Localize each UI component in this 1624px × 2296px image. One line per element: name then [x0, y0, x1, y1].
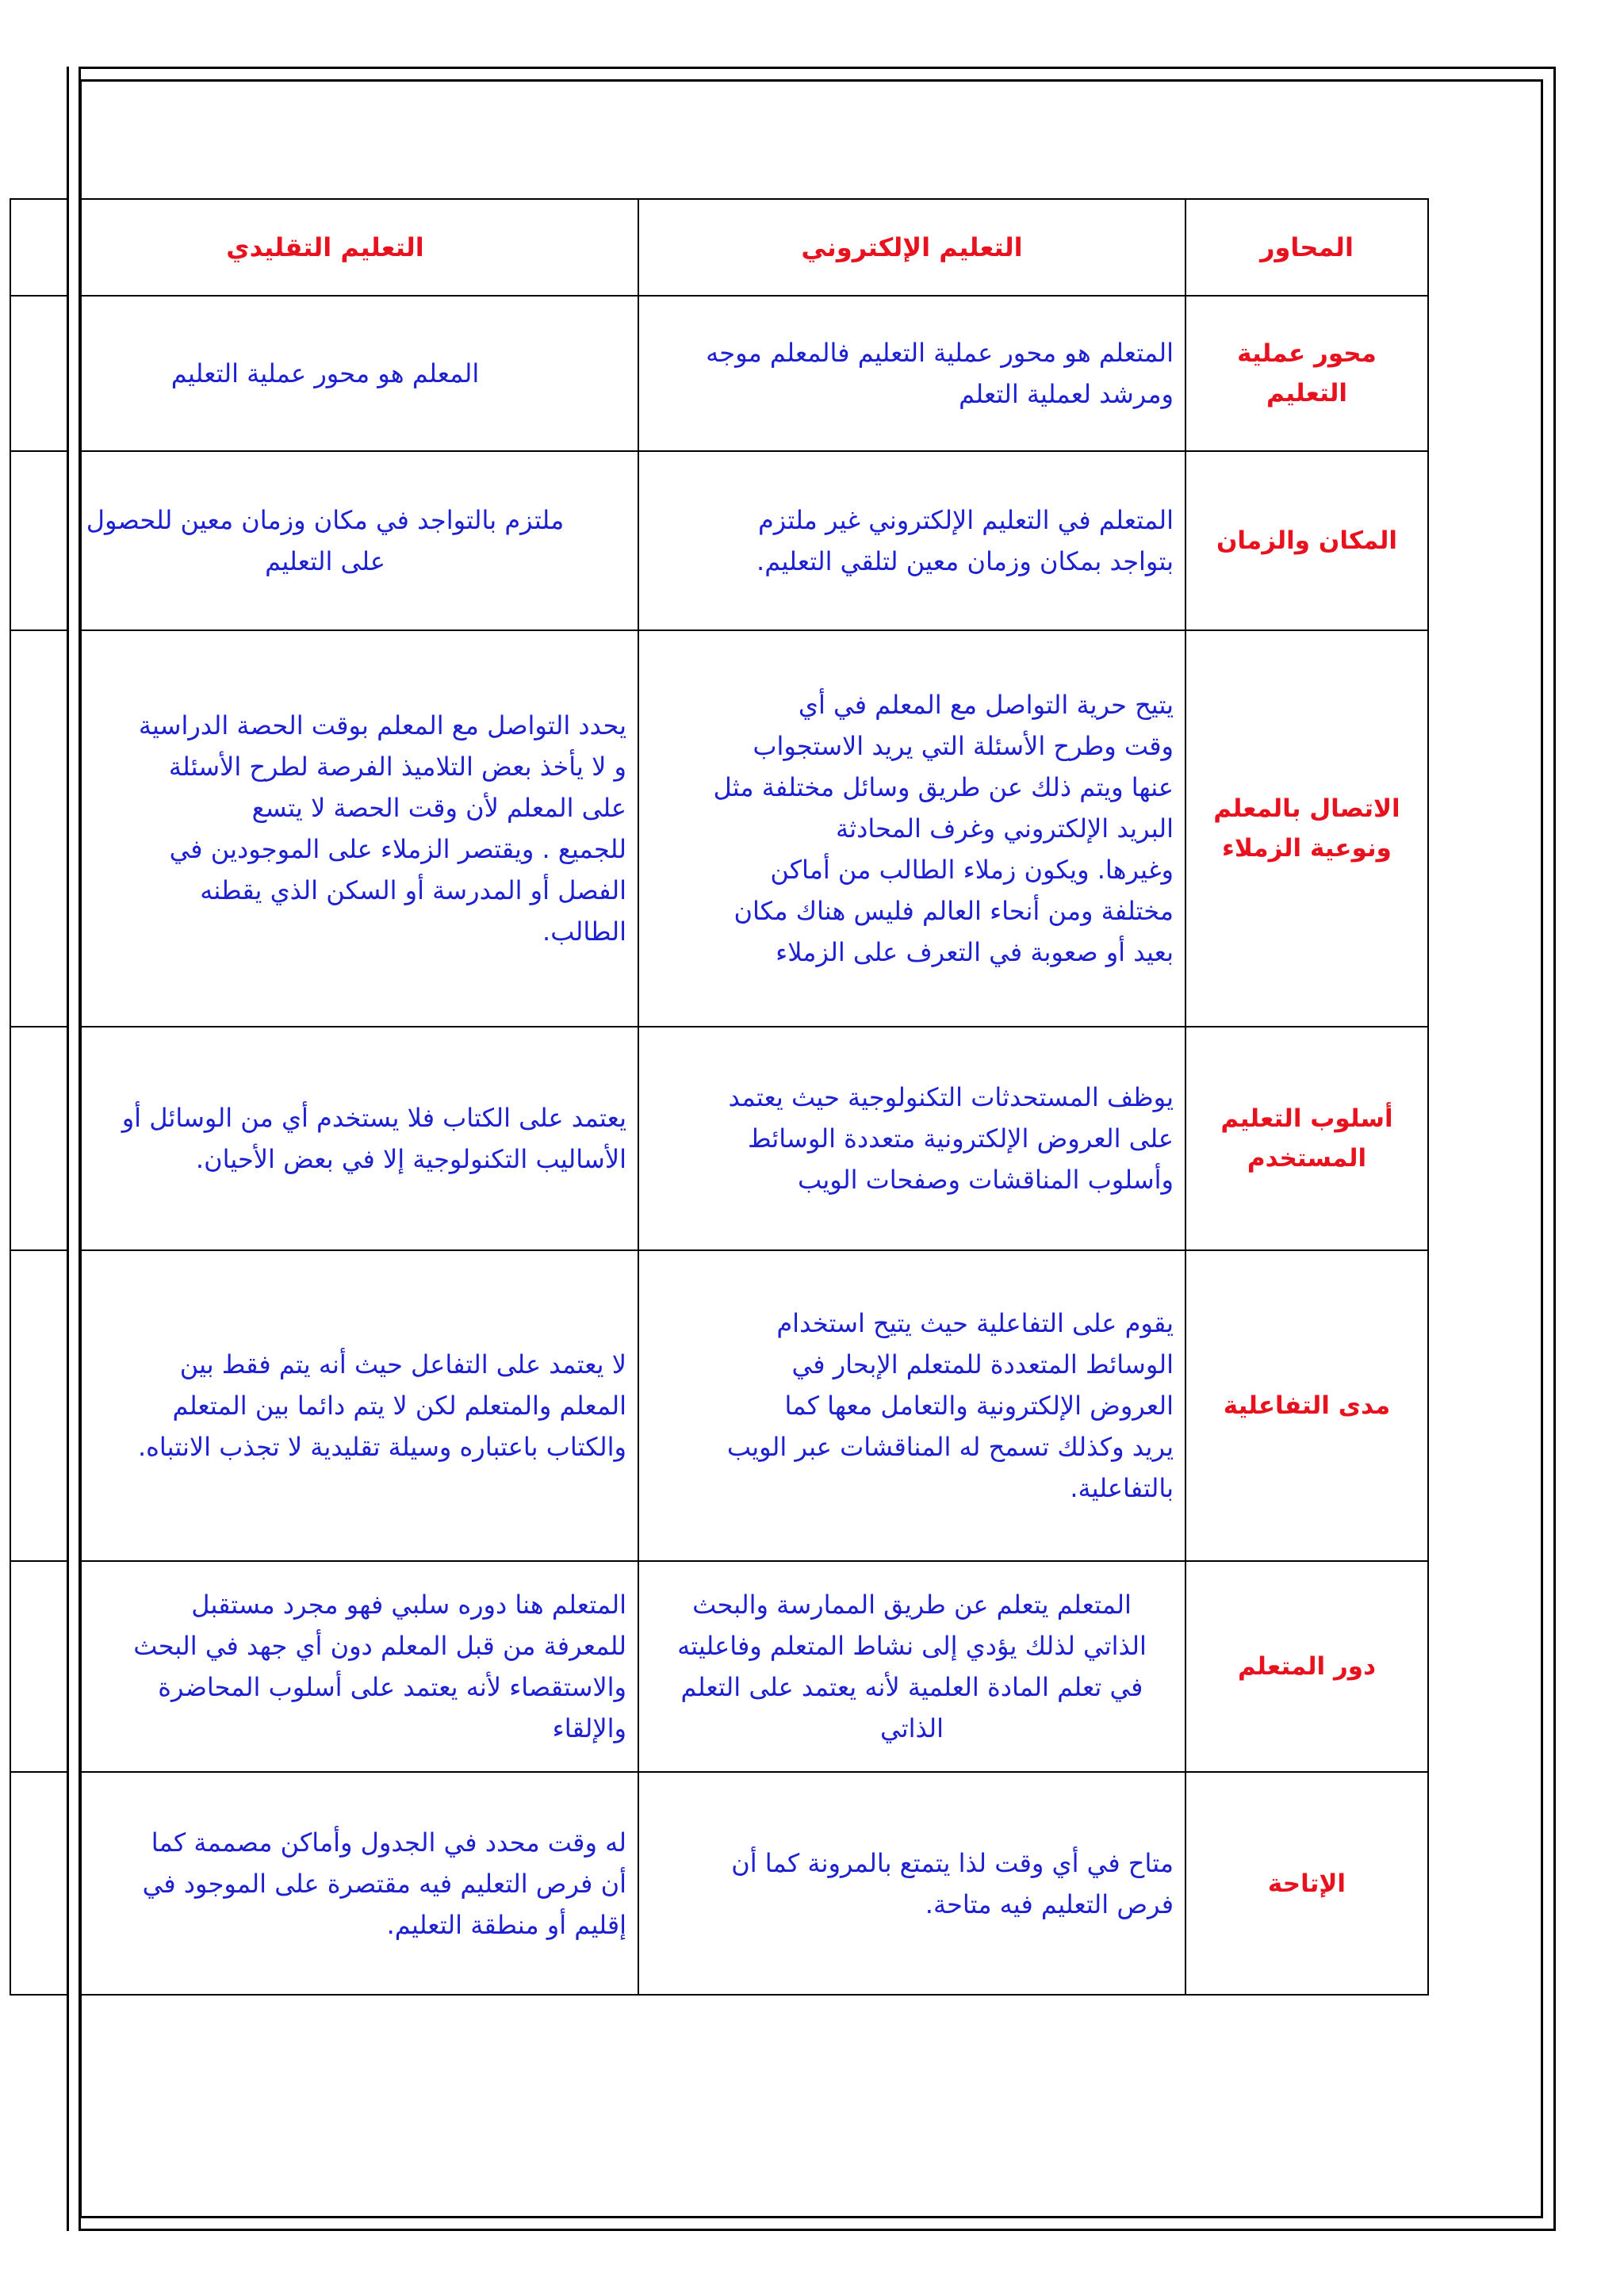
- row-elearning: يتيح حرية التواصل مع المعلم في أي وقت وطرح الأسئلة التي يريد الاستجواب عنها ويتم ذلك عن طريق وسائل مختلفة مثل البريد الإلكتروني وغرف المحادثة وغيرها. ويكون زملاء الطالب من أماكن مختلفة ومن أنحاء العالم فليس هناك مكان بعيد أو صعوبة في التعرف على الزملاء: [638, 630, 1185, 1027]
- page-border-left-bar: [67, 67, 81, 2231]
- row-elearning: المتعلم في التعليم الإلكتروني غير ملتزم بتواجد بمكان وزمان معين لتلقي التعليم.: [638, 451, 1185, 630]
- table-row: [10, 1561, 1428, 1772]
- row-axis: المكان والزمان: [1185, 451, 1428, 630]
- row-traditional: له وقت محدد في الجدول وأماكن مصممة كما أن فرص التعليم فيه مقتصرة على الموجود في إقليم أو منطقة التعليم.: [10, 1772, 638, 1995]
- row-traditional: يحدد التواصل مع المعلم بوقت الحصة الدراسية و لا يأخذ بعض التلاميذ الفرصة لطرح الأسئلة على المعلم لأن وقت الحصة لا يتسع للجميع . ويقتصر الزملاء على الموجودين في الفصل أو المدرسة أو السكن الذي يقطنه الطالب.: [10, 630, 638, 1027]
- table-row: [10, 630, 1428, 1027]
- row-traditional: المتعلم هنا دوره سلبي فهو مجرد مستقبل للمعرفة من قبل المعلم دون أي جهد في البحث والاستقصاء لأنه يعتمد على أسلوب المحاضرة والإلقاء: [10, 1561, 638, 1772]
- header-axes: المحاور: [1185, 199, 1428, 296]
- row-axis: محور عملية التعليم: [1185, 296, 1428, 451]
- row-axis: الاتصال بالمعلم ونوعية الزملاء: [1185, 630, 1428, 1027]
- row-axis: دور المتعلم: [1185, 1561, 1428, 1772]
- table-row: [10, 1772, 1428, 1995]
- row-elearning: يقوم على التفاعلية حيث يتيح استخدام الوسائط المتعددة للمتعلم الإبحار في العروض الإلكترونية والتعامل معها كما يريد وكذلك تسمح له المناقشات عبر الويب بالتفاعلية.: [638, 1250, 1185, 1561]
- table-row: [10, 296, 1428, 451]
- row-elearning: المتعلم يتعلم عن طريق الممارسة والبحث الذاتي لذلك يؤدي إلى نشاط المتعلم وفاعليته في تعلم المادة العلمية لأنه يعتمد على التعلم الذاتي: [638, 1561, 1185, 1772]
- row-elearning: متاح في أي وقت لذا يتمتع بالمرونة كما أن فرص التعليم فيه متاحة.: [638, 1772, 1185, 1995]
- table-row: [10, 1027, 1428, 1250]
- row-traditional: المعلم هو محور عملية التعليم: [10, 296, 638, 451]
- header-traditional: التعليم التقليدي: [10, 199, 638, 296]
- comparison-table: [10, 198, 1429, 1996]
- row-axis: الإتاحة: [1185, 1772, 1428, 1995]
- table-row: [10, 1250, 1428, 1561]
- row-axis: أسلوب التعليم المستخدم: [1185, 1027, 1428, 1250]
- row-elearning: المتعلم هو محور عملية التعليم فالمعلم موجه ومرشد لعملية التعلم: [638, 296, 1185, 451]
- row-traditional: لا يعتمد على التفاعل حيث أنه يتم فقط بين المعلم والمتعلم لكن لا يتم دائما بين المتعلم والكتاب باعتباره وسيلة تقليدية لا تجذب الانتباه.: [10, 1250, 638, 1561]
- row-axis: مدى التفاعلية: [1185, 1250, 1428, 1561]
- header-elearning: التعليم الإلكتروني: [638, 199, 1185, 296]
- table-header-row: [10, 199, 1428, 296]
- row-traditional: ملتزم بالتواجد في مكان وزمان معين للحصول على التعليم: [10, 451, 638, 630]
- table-row: [10, 451, 1428, 630]
- row-traditional: يعتمد على الكتاب فلا يستخدم أي من الوسائل أو الأساليب التكنولوجية إلا في بعض الأحيان.: [10, 1027, 638, 1250]
- row-elearning: يوظف المستحدثات التكنولوجية حيث يعتمد على العروض الإلكترونية متعددة الوسائط وأسلوب المناقشات وصفحات الويب: [638, 1027, 1185, 1250]
